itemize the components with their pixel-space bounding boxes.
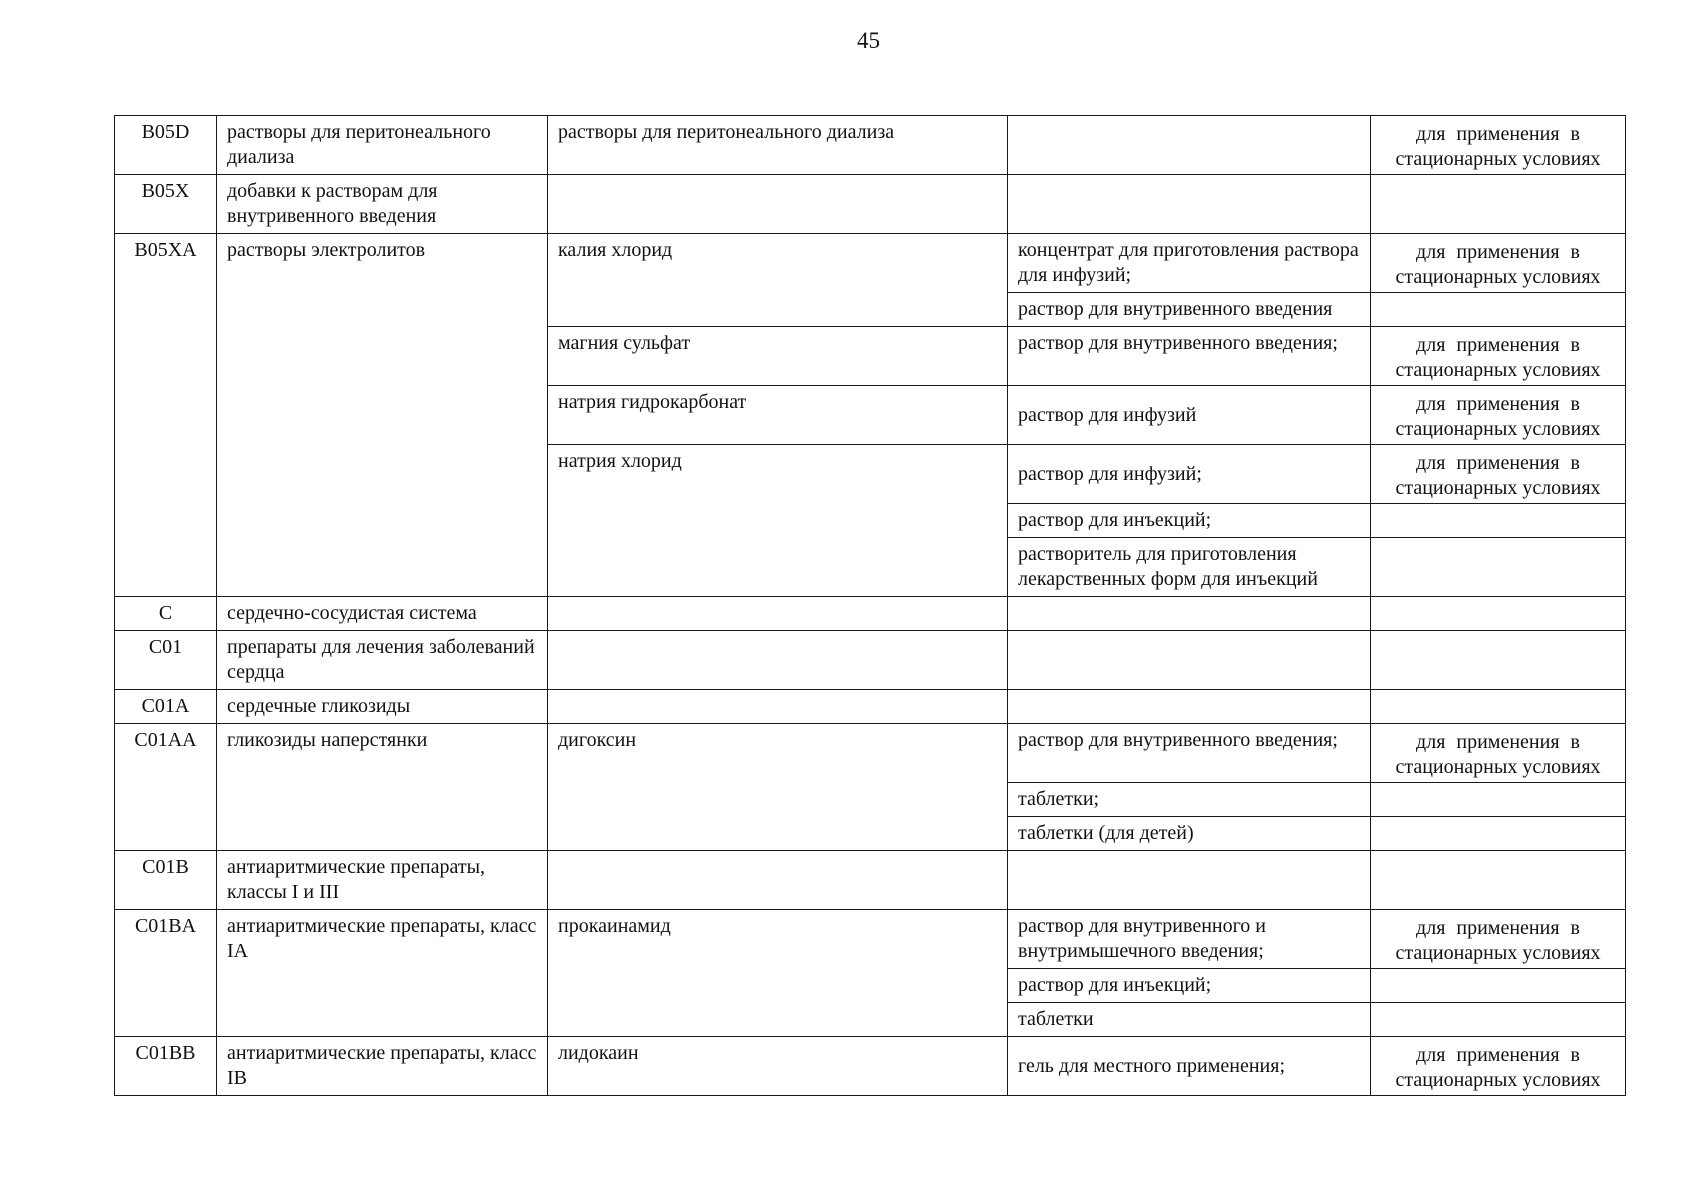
atc-code-cell: C01BA (115, 910, 217, 1037)
dosage-form-cell: концентрат для приготовления раствора для инфузий; (1008, 234, 1371, 293)
table-row (115, 631, 1626, 690)
atc-code-cell: C01BB (115, 1037, 217, 1096)
drug-name-cell: растворы для перитонеального диализа (548, 116, 1008, 175)
usage-note-line: стационарных условиях (1395, 477, 1601, 499)
usage-note-cell (1371, 504, 1626, 538)
usage-note-cell (1371, 597, 1626, 631)
dosage-form-cell: раствор для внутривенного введения; (1008, 724, 1371, 783)
usage-note-line: стационарных условиях (1395, 148, 1601, 170)
anatomical-group-cell: препараты для лечения заболеваний сердца (217, 631, 548, 690)
usage-note-line: стационарных условиях (1395, 942, 1601, 964)
anatomical-group-cell: растворы для перитонеального диализа (217, 116, 548, 175)
table-row (115, 851, 1626, 910)
drug-name-cell: дигоксин (548, 724, 1008, 851)
usage-note-line: для применения в (1416, 917, 1580, 939)
drug-name-cell: прокаинамид (548, 910, 1008, 1037)
atc-code-cell: C01 (115, 631, 217, 690)
usage-note-cell (1371, 538, 1626, 597)
drug-name-cell: магния сульфат (548, 327, 1008, 386)
usage-note-line: для применения в (1416, 731, 1580, 753)
drug-name-cell: натрия гидрокарбонат (548, 386, 1008, 445)
usage-note-cell (1371, 910, 1626, 969)
atc-code-cell: C (115, 597, 217, 631)
usage-note-cell (1371, 690, 1626, 724)
table-body (115, 116, 1626, 1096)
drug-name-cell (548, 597, 1008, 631)
usage-note-cell (1371, 724, 1626, 783)
usage-note-cell (1371, 1003, 1626, 1037)
dosage-form-cell (1008, 597, 1371, 631)
page-number: 45 (857, 28, 880, 53)
usage-note-line: стационарных условиях (1395, 359, 1601, 381)
anatomical-group-cell: антиаритмические препараты, классы I и III (217, 851, 548, 910)
dosage-form-cell (1008, 116, 1371, 175)
drug-table (114, 115, 1626, 1096)
drug-name-cell (548, 851, 1008, 910)
table-row (115, 116, 1626, 175)
dosage-form-cell: растворитель для приготовления лекарственных форм для инъекций (1008, 538, 1371, 597)
dosage-form-cell (1008, 175, 1371, 234)
usage-note-cell (1371, 116, 1626, 175)
table-row (115, 724, 1626, 783)
dosage-form-cell: раствор для инфузий; (1008, 445, 1371, 504)
usage-note-cell (1371, 1037, 1626, 1096)
dosage-form-cell: таблетки (1008, 1003, 1371, 1037)
usage-note-line: для применения в (1416, 123, 1580, 145)
drug-name-cell: натрия хлорид (548, 445, 1008, 597)
table-row (115, 1037, 1626, 1096)
usage-note-cell (1371, 386, 1626, 445)
anatomical-group-cell: сердечные гликозиды (217, 690, 548, 724)
dosage-form-cell: раствор для внутривенного и внутримышечного введения; (1008, 910, 1371, 969)
usage-note-line: стационарных условиях (1395, 418, 1601, 440)
usage-note-line: для применения в (1416, 241, 1580, 263)
usage-note-cell (1371, 327, 1626, 386)
drug-name-cell: калия хлорид (548, 234, 1008, 327)
dosage-form-cell: таблетки (для детей) (1008, 817, 1371, 851)
usage-note-line: стационарных условиях (1395, 756, 1601, 778)
dosage-form-cell (1008, 690, 1371, 724)
dosage-form-cell: раствор для внутривенного введения; (1008, 327, 1371, 386)
anatomical-group-cell: растворы электролитов (217, 234, 548, 597)
atc-code-cell: C01AA (115, 724, 217, 851)
table-row (115, 234, 1626, 293)
usage-note-cell (1371, 851, 1626, 910)
dosage-form-cell: раствор для инъекций; (1008, 969, 1371, 1003)
usage-note-line: для применения в (1416, 393, 1580, 415)
atc-code-cell: B05XA (115, 234, 217, 597)
usage-note-line: для применения в (1416, 1044, 1580, 1066)
drug-name-cell: лидокаин (548, 1037, 1008, 1096)
usage-note-cell (1371, 175, 1626, 234)
dosage-form-cell (1008, 631, 1371, 690)
usage-note-line: стационарных условиях (1395, 1069, 1601, 1091)
usage-note-line: для применения в (1416, 334, 1580, 356)
dosage-form-cell (1008, 851, 1371, 910)
table-row (115, 910, 1626, 969)
table-row (115, 175, 1626, 234)
usage-note-cell (1371, 783, 1626, 817)
anatomical-group-cell: сердечно-сосудистая система (217, 597, 548, 631)
dosage-form-cell: гель для местного применения; (1008, 1037, 1371, 1096)
usage-note-line: стационарных условиях (1395, 266, 1601, 288)
drug-name-cell (548, 175, 1008, 234)
usage-note-cell (1371, 817, 1626, 851)
drug-name-cell (548, 690, 1008, 724)
anatomical-group-cell: антиаритмические препараты, класс IB (217, 1037, 548, 1096)
table-row (115, 597, 1626, 631)
table-row (115, 690, 1626, 724)
usage-note-cell (1371, 631, 1626, 690)
dosage-form-cell: раствор для инфузий (1008, 386, 1371, 445)
atc-code-cell: B05D (115, 116, 217, 175)
anatomical-group-cell: гликозиды наперстянки (217, 724, 548, 851)
dosage-form-cell: раствор для инъекций; (1008, 504, 1371, 538)
atc-code-cell: C01B (115, 851, 217, 910)
anatomical-group-cell: антиаритмические препараты, класс IA (217, 910, 548, 1037)
dosage-form-cell: раствор для внутривенного введения (1008, 293, 1371, 327)
usage-note-cell (1371, 293, 1626, 327)
drug-name-cell (548, 631, 1008, 690)
atc-code-cell: C01A (115, 690, 217, 724)
usage-note-cell (1371, 969, 1626, 1003)
usage-note-cell (1371, 234, 1626, 293)
usage-note-line: для применения в (1416, 452, 1580, 474)
anatomical-group-cell: добавки к растворам для внутривенного введения (217, 175, 548, 234)
usage-note-cell (1371, 445, 1626, 504)
dosage-form-cell: таблетки; (1008, 783, 1371, 817)
atc-code-cell: B05X (115, 175, 217, 234)
